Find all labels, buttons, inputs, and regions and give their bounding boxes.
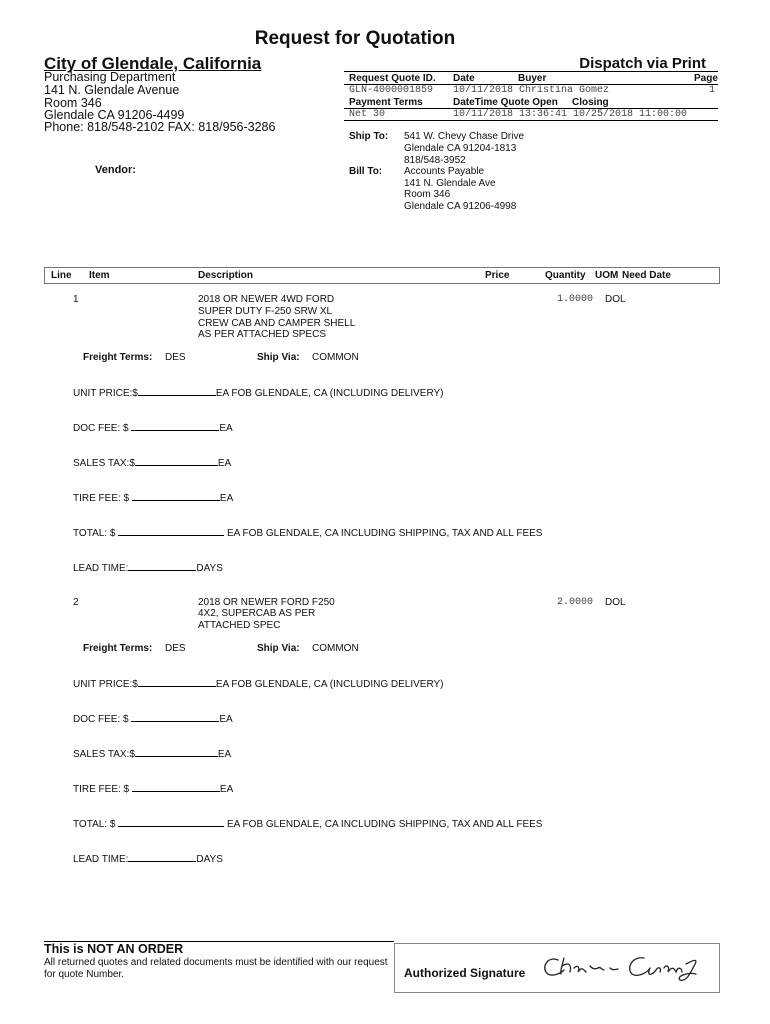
tire-fee-blank[interactable] bbox=[132, 491, 220, 501]
total-label: TOTAL: $ bbox=[73, 528, 116, 539]
doc-fee-label: DOC FEE: $ bbox=[73, 423, 129, 434]
page-title: Request for Quotation bbox=[254, 28, 456, 49]
total-field[interactable] bbox=[73, 526, 542, 539]
sales-tax-blank[interactable] bbox=[135, 747, 218, 757]
lead-time-blank[interactable] bbox=[128, 852, 196, 862]
description-line: 2018 OR NEWER 4WD FORD bbox=[198, 294, 335, 305]
freight-terms-label: Freight Terms: bbox=[83, 352, 153, 363]
phone-fax: Phone: 818/548-2102 FAX: 818/956-3286 bbox=[44, 120, 276, 134]
col-quantity: Quantity bbox=[545, 270, 586, 281]
page-label: Page bbox=[694, 73, 718, 84]
unit-price-field[interactable] bbox=[73, 677, 444, 690]
bill-to-line: Room 346 bbox=[404, 189, 451, 200]
lead-time-suffix: DAYS bbox=[196, 854, 223, 865]
vendor-label: Vendor: bbox=[95, 164, 136, 176]
sales-tax-suffix: EA bbox=[217, 749, 232, 760]
total-field[interactable] bbox=[73, 817, 542, 830]
sales-tax-field[interactable] bbox=[73, 456, 231, 469]
uom: DOL bbox=[605, 597, 626, 608]
payment-terms-label: Payment Terms bbox=[349, 97, 423, 108]
uom: DOL bbox=[605, 294, 626, 305]
tire-fee-field[interactable] bbox=[73, 782, 233, 795]
dispatch-method: Dispatch via Print bbox=[579, 55, 706, 72]
doc-fee-blank[interactable] bbox=[131, 712, 219, 722]
address-line: Glendale CA 91206-4499 bbox=[44, 108, 185, 122]
address-line: Room 346 bbox=[44, 96, 102, 110]
total-suffix: EA FOB GLENDALE, CA INCLUDING SHIPPING, TAX AND ALL FEES bbox=[226, 819, 543, 830]
authorized-signature-label: Authorized Signature bbox=[404, 966, 526, 980]
quantity: 1.0000 bbox=[557, 294, 594, 305]
ship-to-line: 818/548-3952 bbox=[404, 155, 466, 166]
date-label: Date bbox=[453, 73, 475, 84]
bill-to-line: Glendale CA 91206-4998 bbox=[404, 201, 517, 212]
closing-label: Closing bbox=[572, 97, 609, 108]
tire-fee-suffix: EA bbox=[219, 493, 234, 504]
lead-time-field[interactable] bbox=[73, 852, 223, 865]
col-description: Description bbox=[198, 270, 254, 281]
bill-to-label: Bill To: bbox=[349, 166, 383, 177]
doc-fee-blank[interactable] bbox=[131, 421, 219, 431]
unit-price-field[interactable] bbox=[73, 386, 444, 399]
col-price: Price bbox=[485, 270, 510, 281]
tire-fee-blank[interactable] bbox=[132, 782, 220, 792]
sales-tax-label: SALES TAX:$ bbox=[73, 749, 135, 760]
ship-to-label: Ship To: bbox=[349, 131, 389, 142]
description-line: 2018 OR NEWER FORD F250 bbox=[198, 597, 335, 608]
sales-tax-suffix: EA bbox=[217, 458, 232, 469]
total-blank[interactable] bbox=[118, 526, 224, 536]
sales-tax-blank[interactable] bbox=[135, 456, 218, 466]
unit-price-blank[interactable] bbox=[138, 677, 216, 687]
bill-to-line: Accounts Payable bbox=[404, 166, 485, 177]
bill-to-line: 141 N. Glendale Ave bbox=[404, 178, 496, 189]
table-header bbox=[44, 267, 720, 284]
lead-time-label: LEAD TIME: bbox=[73, 563, 129, 574]
ship-via: COMMON bbox=[312, 643, 359, 654]
header-rule bbox=[344, 71, 718, 72]
freight-terms: DES bbox=[165, 352, 186, 363]
page-number: 1 bbox=[709, 85, 716, 96]
footer-note-line: for quote Number. bbox=[44, 969, 125, 980]
col-item: Item bbox=[89, 270, 110, 281]
unit-price-label: UNIT PRICE:$ bbox=[73, 679, 138, 690]
organization-name: City of Glendale, California bbox=[44, 54, 262, 73]
total-label: TOTAL: $ bbox=[73, 819, 116, 830]
open-closing-times: 10/11/2018 13:36:41 10/25/2018 11:00:00 bbox=[453, 109, 688, 120]
ship-to-line: 541 W. Chevy Chase Drive bbox=[404, 131, 525, 142]
doc-fee-suffix: EA bbox=[219, 423, 233, 434]
request-quote-id: GLN-4000001859 bbox=[349, 85, 434, 96]
unit-price-suffix: EA FOB GLENDALE, CA (INCLUDING DELIVERY) bbox=[215, 388, 444, 399]
handwritten-signature bbox=[540, 950, 705, 986]
unit-price-suffix: EA FOB GLENDALE, CA (INCLUDING DELIVERY) bbox=[215, 679, 444, 690]
description-line: 4X2, SUPERCAB AS PER bbox=[198, 608, 316, 619]
total-suffix: EA FOB GLENDALE, CA INCLUDING SHIPPING, TAX AND ALL FEES bbox=[226, 528, 543, 539]
payment-terms: Net 30 bbox=[349, 109, 386, 120]
freight-terms: DES bbox=[165, 643, 186, 654]
quantity: 2.0000 bbox=[557, 597, 594, 608]
header-rule bbox=[344, 120, 718, 121]
address-line: Purchasing Department bbox=[44, 70, 176, 84]
line-number: 2 bbox=[73, 597, 79, 608]
line-number: 1 bbox=[73, 294, 79, 305]
ship-to-line: Glendale CA 91204-1813 bbox=[404, 143, 517, 154]
doc-fee-suffix: EA bbox=[219, 714, 233, 725]
lead-time-suffix: DAYS bbox=[196, 563, 223, 574]
unit-price-label: UNIT PRICE:$ bbox=[73, 388, 138, 399]
col-uom: UOM bbox=[595, 270, 619, 281]
lead-time-field[interactable] bbox=[73, 561, 223, 574]
tire-fee-label: TIRE FEE: $ bbox=[73, 784, 130, 795]
lead-time-blank[interactable] bbox=[128, 561, 196, 571]
tire-fee-field[interactable] bbox=[73, 491, 233, 504]
tire-fee-suffix: EA bbox=[219, 784, 234, 795]
sales-tax-label: SALES TAX:$ bbox=[73, 458, 135, 469]
ship-via-label: Ship Via: bbox=[257, 352, 300, 363]
not-an-order-notice: This is NOT AN ORDER bbox=[44, 942, 184, 956]
col-need-date: Need Date bbox=[622, 270, 671, 281]
buyer-label: Buyer bbox=[518, 73, 547, 84]
doc-fee-label: DOC FEE: $ bbox=[73, 714, 129, 725]
ship-via: COMMON bbox=[312, 352, 359, 363]
lead-time-label: LEAD TIME: bbox=[73, 854, 129, 865]
description-line: AS PER ATTACHED SPECS bbox=[198, 329, 326, 340]
date-buyer: 10/11/2018 Christina Gomez bbox=[453, 85, 610, 96]
doc-fee-field[interactable] bbox=[73, 712, 233, 725]
description-line: ATTACHED SPEC bbox=[198, 620, 281, 631]
description-line: SUPER DUTY F-250 SRW XL bbox=[198, 306, 333, 317]
doc-fee-field[interactable] bbox=[73, 421, 233, 434]
tire-fee-label: TIRE FEE: $ bbox=[73, 493, 130, 504]
freight-terms-label: Freight Terms: bbox=[83, 643, 153, 654]
datetime-quote-open-label: DateTime Quote Open bbox=[453, 97, 558, 108]
total-blank[interactable] bbox=[118, 817, 224, 827]
address-line: 141 N. Glendale Avenue bbox=[44, 83, 180, 97]
description-line: CREW CAB AND CAMPER SHELL bbox=[198, 318, 356, 329]
unit-price-blank[interactable] bbox=[138, 386, 216, 396]
ship-via-label: Ship Via: bbox=[257, 643, 300, 654]
sales-tax-field[interactable] bbox=[73, 747, 231, 760]
request-quote-id-label: Request Quote ID. bbox=[349, 73, 436, 84]
footer-note-line: All returned quotes and related documents must be identified with our request bbox=[44, 957, 388, 968]
col-line: Line bbox=[51, 270, 72, 281]
